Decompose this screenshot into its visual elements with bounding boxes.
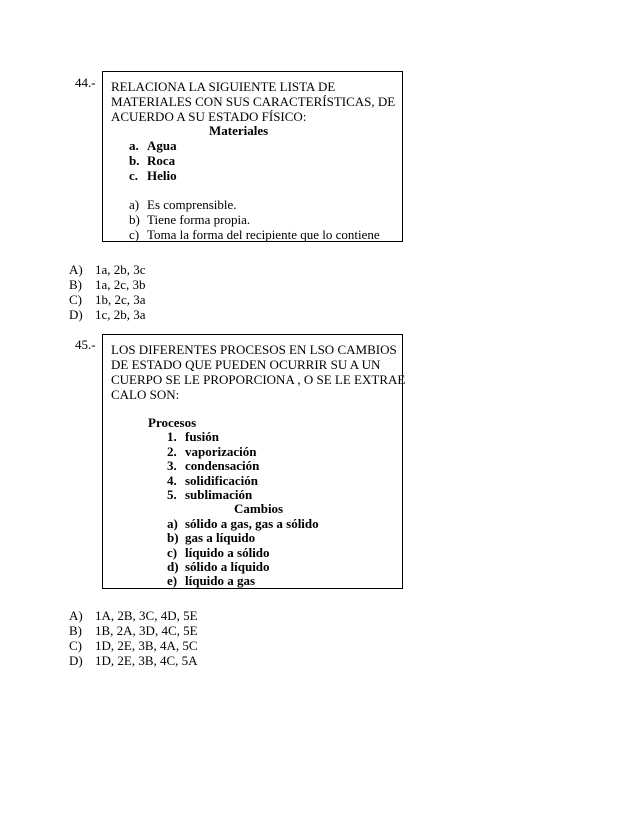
question-45-prompt-line-1: LOS DIFERENTES PROCESOS EN LSO CAMBIOS [111,342,397,357]
question-45-prompt-line-4: CALO SON: [111,387,180,402]
change-marker: c) [167,545,178,560]
option-letter: D) [69,653,83,668]
change-item [167,530,255,545]
change-marker: a) [167,516,178,531]
characteristic-marker: c) [129,227,140,242]
change-text: líquido a sólido [185,545,270,560]
process-item [167,429,219,444]
characteristic-marker: a) [129,197,140,212]
change-item [167,516,319,531]
question-44-prompt-line-3: ACUERDO A SU ESTADO FÍSICO: [111,109,307,124]
change-marker: b) [167,530,179,545]
question-44-option[interactable] [69,307,146,322]
question-44-option[interactable] [69,277,146,292]
option-text: 1c, 2b, 3a [95,307,146,322]
material-text: Helio [147,168,177,183]
process-text: solidificación [185,473,258,488]
process-text: condensación [185,458,260,473]
change-item [167,545,270,560]
process-item [167,444,257,459]
option-text: 1a, 2b, 3c [95,262,146,277]
material-item [129,138,177,153]
characteristic-text: Es comprensible. [147,197,237,212]
question-45-box [102,334,406,589]
process-marker: 5. [167,487,177,502]
characteristic-text: Tiene forma propia. [147,212,251,227]
option-text: 1A, 2B, 3C, 4D, 5E [95,608,198,623]
change-text: gas a líquido [185,530,256,545]
material-item [129,168,177,183]
question-45-prompt-line-3: CUERPO SE LE PROPORCIONA , O SE LE EXTRAE [111,372,406,387]
processes-heading: Procesos [148,415,197,430]
option-letter: A) [69,262,83,277]
question-44-option[interactable] [69,262,146,277]
process-text: fusión [185,429,219,444]
question-44-number: 44.- [75,75,96,90]
change-item [167,573,255,588]
process-marker: 2. [167,444,177,459]
material-text: Agua [147,138,177,153]
question-44-box [102,71,403,242]
process-item [167,487,252,502]
option-letter: C) [69,292,82,307]
change-item [167,559,270,574]
option-letter: B) [69,277,82,292]
option-letter: C) [69,638,82,653]
process-marker: 4. [167,473,177,488]
question-44-option[interactable] [69,292,146,307]
option-text: 1D, 2E, 3B, 4A, 5C [95,638,198,653]
option-text: 1D, 2E, 3B, 4C, 5A [95,653,198,668]
characteristic-item [129,212,250,227]
material-marker: a. [129,138,139,153]
question-45-number: 45.- [75,337,96,352]
material-item [129,153,175,168]
option-letter: A) [69,608,83,623]
changes-heading: Cambios [234,501,284,516]
option-text: 1B, 2A, 3D, 4C, 5E [95,623,198,638]
material-marker: c. [129,168,139,183]
process-text: vaporización [185,444,257,459]
characteristic-item [129,227,380,242]
process-marker: 3. [167,458,177,473]
question-45-option[interactable] [69,623,198,638]
option-text: 1b, 2c, 3a [95,292,146,307]
characteristic-marker: b) [129,212,140,227]
materials-heading: Materiales [209,123,269,138]
characteristic-text: Toma la forma del recipiente que lo contiene [147,227,380,242]
question-45-option[interactable] [69,653,198,668]
option-letter: D) [69,307,83,322]
process-text: sublimación [185,487,253,502]
option-text: 1a, 2c, 3b [95,277,146,292]
question-45-option[interactable] [69,608,198,623]
material-text: Roca [147,153,176,168]
change-text: líquido a gas [185,573,256,588]
question-45-prompt-line-2: DE ESTADO QUE PUEDEN OCURRIR SU A UN [111,357,381,372]
change-text: sólido a líquido [185,559,270,574]
question-44-prompt-line-1: RELACIONA LA SIGUIENTE LISTA DE [111,79,336,94]
change-text: sólido a gas, gas a sólido [185,516,319,531]
process-item [167,473,258,488]
change-marker: d) [167,559,179,574]
question-44-prompt-line-2: MATERIALES CON SUS CARACTERÍSTICAS, DE [111,94,396,109]
process-marker: 1. [167,429,177,444]
process-item [167,458,259,473]
option-letter: B) [69,623,82,638]
question-45-option[interactable] [69,638,198,653]
change-marker: e) [167,573,178,588]
characteristic-item [129,197,237,212]
material-marker: b. [129,153,140,168]
